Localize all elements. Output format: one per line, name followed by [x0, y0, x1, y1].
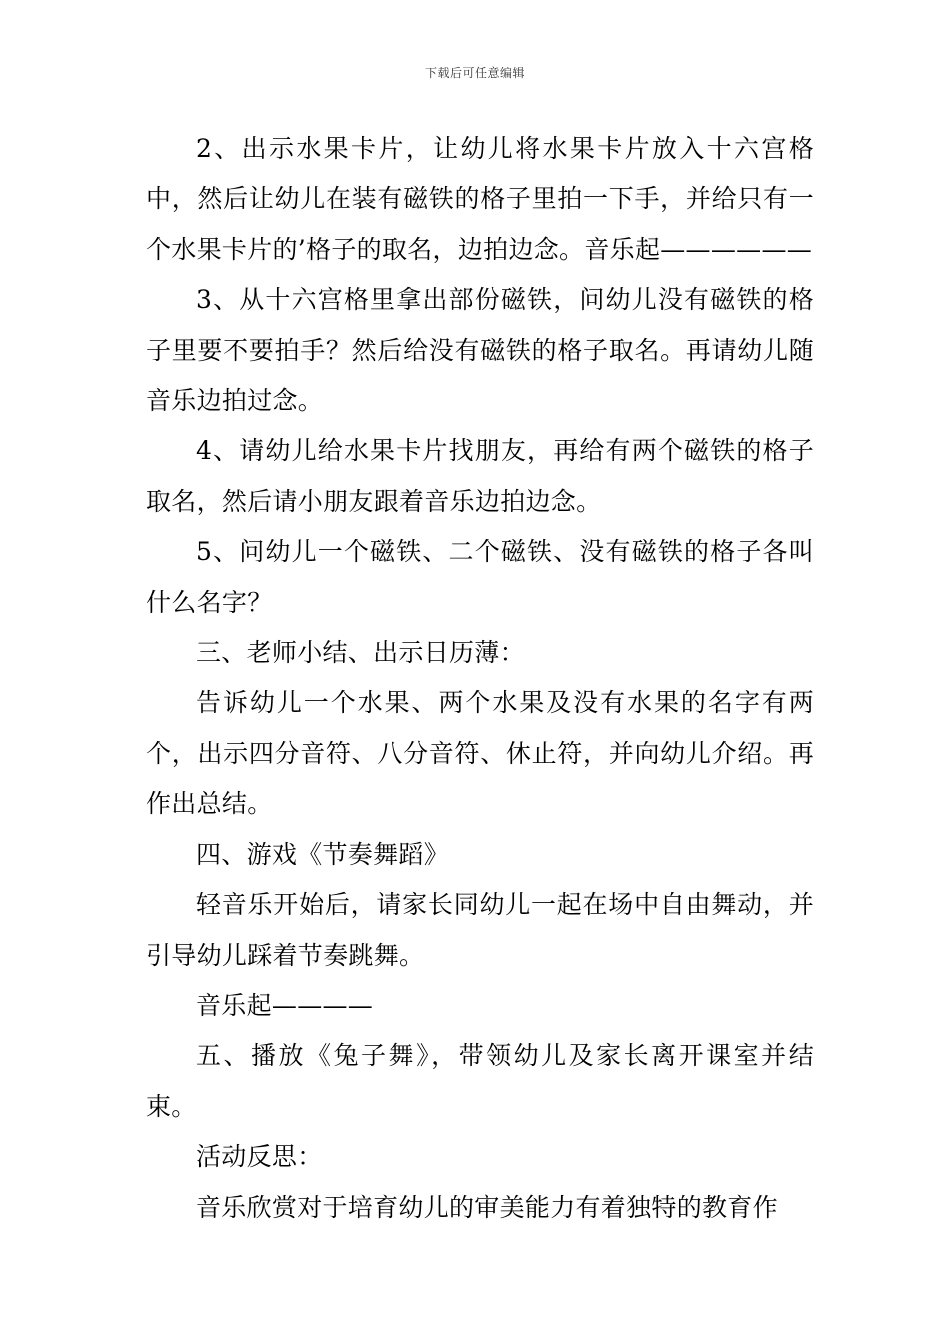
section-heading-reflection: 活动反思：	[196, 1142, 323, 1172]
paragraph-reflection: 音乐欣赏对于培育幼儿的审美能力有着独特的教育作	[196, 1192, 778, 1222]
paragraph-step-5: 5、问幼儿一个磁铁、二个磁铁、没有磁铁的格子各叫什么名字？	[146, 537, 814, 617]
paragraph-summary: 告诉幼儿一个水果、两个水果及没有水果的名字有两个，出示四分音符、八分音符、休止符，并向幼儿介绍。再作出总结。	[146, 688, 814, 819]
section-heading-summary: 三、老师小结、出示日历薄：	[196, 638, 525, 668]
document-body	[146, 124, 814, 1233]
section-heading-game: 四、游戏《节奏舞蹈》	[196, 839, 450, 869]
paragraph-step-2: 2、出示水果卡片，让幼儿将水果卡片放入十六宫格中，然后让幼儿在装有磁铁的格子里拍一下手，并给只有一个水果卡片的’格子的取名，边拍边念。音乐起——————	[146, 134, 814, 264]
paragraph-step-3: 3、从十六宫格里拿出部份磁铁，问幼儿没有磁铁的格子里要不要拍手？然后给没有磁铁的格子取名。再请幼儿随音乐边拍过念。	[146, 285, 814, 416]
section-heading-ending: 五、播放《兔子舞》，带领幼儿及家长离开课室并结束。	[146, 1041, 814, 1121]
paragraph-step-4: 4、请幼儿给水果卡片找朋友，再给有两个磁铁的格子取名，然后请小朋友跟着音乐边拍边念。	[146, 436, 814, 516]
paragraph-game: 轻音乐开始后，请家长同幼儿一起在场中自由舞动，并引导幼儿踩着节奏跳舞。	[146, 890, 814, 970]
paragraph-music-cue: 音乐起————	[196, 990, 374, 1020]
page-header: 下载后可任意编辑	[424, 66, 525, 80]
